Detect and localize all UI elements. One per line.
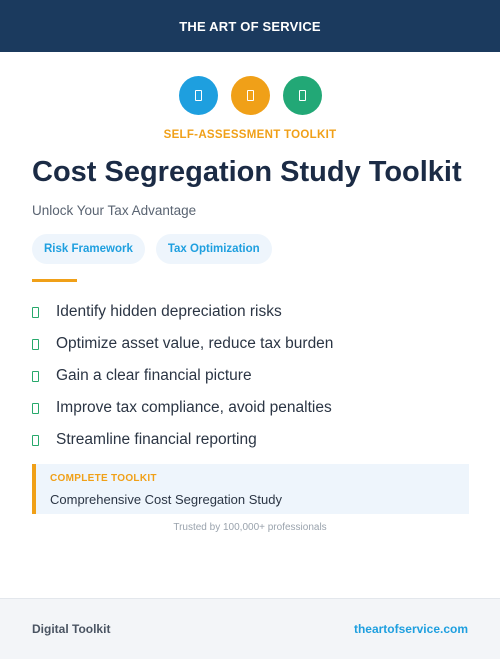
complete-toolkit-callout — [32, 464, 469, 514]
benefit-text: Identify hidden depreciation risks — [56, 303, 282, 320]
callout-label: COMPLETE TOOLKIT — [50, 473, 157, 484]
list-item — [32, 424, 333, 456]
check-icon — [32, 371, 39, 382]
doc-icon-orange — [231, 76, 270, 115]
benefit-text: Optimize asset value, reduce tax burden — [56, 335, 334, 352]
check-icon — [32, 403, 39, 414]
tag-tax-optimization[interactable]: Tax Optimization — [156, 234, 272, 264]
icon-row — [0, 76, 500, 115]
callout-text: Comprehensive Cost Segregation Study — [50, 492, 282, 507]
list-item — [32, 296, 333, 328]
brand-name: THE ART OF SERVICE — [179, 18, 321, 34]
benefit-text: Gain a clear financial picture — [56, 367, 252, 384]
page-title: Cost Segregation Study Toolkit — [32, 156, 462, 188]
check-icon — [32, 307, 39, 318]
benefit-list — [32, 296, 333, 456]
benefit-text: Streamline financial reporting — [56, 431, 257, 448]
check-icon — [32, 435, 39, 446]
tag-risk-framework[interactable]: Risk Framework — [32, 234, 145, 264]
tag-list — [32, 234, 272, 264]
benefit-text: Improve tax compliance, avoid penalties — [56, 399, 332, 416]
trust-text: Trusted by 100,000+ professionals — [173, 522, 327, 533]
accent-divider — [32, 279, 77, 282]
page-subtitle: Unlock Your Tax Advantage — [32, 203, 197, 218]
footer-label: Digital Toolkit — [32, 622, 111, 636]
doc-icon-green — [283, 76, 322, 115]
list-item — [32, 360, 333, 392]
list-item — [32, 392, 333, 424]
toolkit-kicker: SELF-ASSESSMENT TOOLKIT — [163, 129, 337, 141]
header-bar — [0, 0, 500, 52]
doc-icon-blue — [179, 76, 218, 115]
check-icon — [32, 339, 39, 350]
footer-bar — [0, 598, 500, 659]
website-link[interactable]: theartofservice.com — [353, 622, 468, 636]
list-item — [32, 328, 333, 360]
